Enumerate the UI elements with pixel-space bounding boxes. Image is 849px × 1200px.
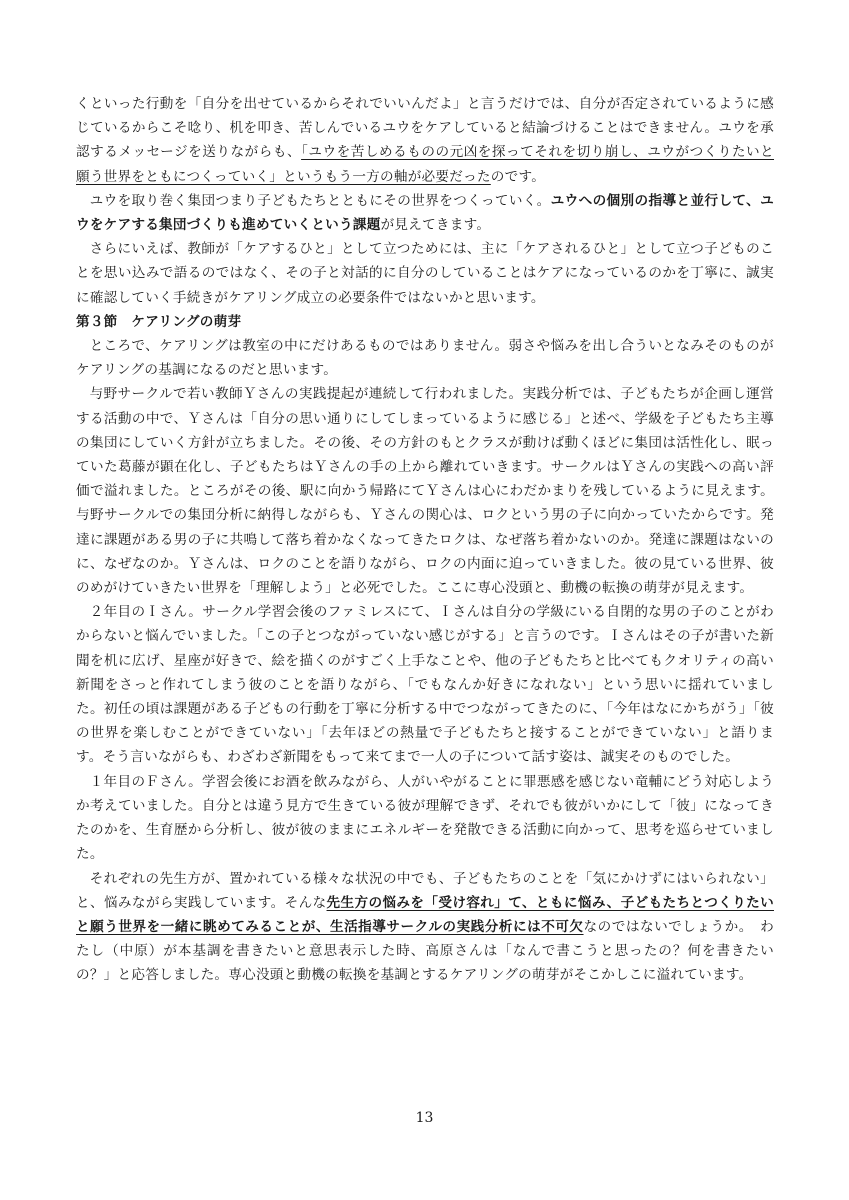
paragraph-5: 与野サークルで若い教師Ｙさんの実践提起が連続して行われました。実践分析では、子どもたちが企画し運営する活動の中で、Ｙさんは「自分の思い通りにしてしまっているように感じる」と述べ、学級を子どもたち主導の集団にしていく方針が立ちました。その後、その方針のもとクラスが動けば動くほどに集団は活性化し、眠っていた葛藤が顕在化し、子どもたちはＹさんの手の上から離れていきます。サークルはＹさんの実践への高い評価で溢れました。ところがその後、駅に向かう帰路にてＹさんは心にわだかまりを残しているように見えます。与野サークルでの集団分析に納得しながらも、Ｙさんの関心は、ロクという男の子に向かっていたからです。発達に課題がある男の子に共鳴して落ち着かなくなってきたロクは、なぜ落ち着かないのか。発達に課題はないのに、なぜなのか。Ｙさんは、ロクのことを語りながら、ロクの内面に迫っていきました。彼の見ている世界、彼のめがけていきたい世界を「理解しよう」と必死でした。ここに専心没頭と、動機の転換の萌芽が見えます。	[76, 386, 774, 597]
paragraph-8-bold-underlined: 先生方の悩みを「受け容れ」て、ともに悩み、子どもたちとつくりたいと願う世界を一緒に眺めてみることが、生活指導サークルの実践分析には不可欠	[76, 894, 774, 935]
paragraph-1-text-b: のです。	[490, 168, 546, 185]
page-number: 13	[415, 1110, 434, 1126]
paragraph-1-underlined: 「ユウを苦しめるものの元凶を探ってそれを切り崩し、ユウがつくりたいと願う世界をともにつくっていく」というもう一方の軸が必要だった	[76, 144, 775, 185]
paragraph-4: ところで、ケアリングは教室の中にだけあるものではありません。弱さや悩みを出し合ういとなみそのものがケアリングの基調になるのだと思います。	[76, 338, 774, 379]
paragraph-2-bold: ユウへの個別の指導と並行して、ユウをケアする集団づくりも進めていくという課題	[76, 192, 774, 234]
paragraph-2-text-a: ユウを取り巻く集団つまり子どもたちとともにその世界をつくっていく。	[89, 192, 551, 209]
paragraph-8-text-a: それぞれの先生方が、置かれている様々な状況の中でも、子どもたちのことを「気にかけずにはいられない」と、悩みながら実践しています。そんな	[76, 870, 774, 911]
paragraph-1-text-a: くといった行動を「自分を出せているからそれでいいんだよ」と言うだけでは、自分が否定されているように感じているからこそ唸り、机を叩き、苦しんでいるユウをケアしていると結論づけることはできません。ユウを承認するメッセージを送りながらも、	[76, 96, 774, 161]
paragraph-8-text-b: なのではないでしょうか。 わたし（中原）が本基調を書きたいと意思表示した時、高原さんは「なんで書こうと思ったの？何を書きたいの？」と応答しました。専心没頭と動機の転換を基調とするケアリングの萌芽がそこかしこに溢れています。	[76, 918, 774, 984]
paragraph-8	[76, 867, 774, 988]
paragraph-1	[76, 92, 774, 189]
paragraph-2-text-b: が見えてきます。	[380, 217, 491, 234]
body-text	[76, 92, 774, 988]
paragraph-2	[76, 189, 774, 237]
section-heading: 第３節 ケアリングの萌芽	[76, 313, 242, 330]
paragraph-3: さらにいえば、教師が「ケアするひと」として立つためには、主に「ケアされるひと」として立つ子どものことを思い込みで語るのではなく、その子と対話的に自分のしていることはケアになっているのかを丁寧に、誠実に確認していく手続きがケアリング成立の必要条件ではないかと思います。	[76, 241, 774, 306]
paragraph-7: １年目のＦさん。学習会後にお酒を飲みながら、人がいやがることに罪悪感を感じない竜輔にどう対応しようか考えていました。自分とは違う見方で生きている彼が理解できず、それでも彼がいかにして「彼」になってきたのかを、生育歴から分析し、彼が彼のままにエネルギーを発散できる活動に向かって、思考を巡らせていました。	[76, 773, 774, 863]
paragraph-6: ２年目のＩさん。サークル学習会後のファミレスにて、Ｉさんは自分の学級にいる自閉的な男の子のことがわからないと悩んでいました。「この子とつながっていない感じがする」と言うのです。Ｉさんはその子が書いた新聞を机に広げ、星座が好きで、絵を描くのがすごく上手なことや、他の子どもたちと比べてもクオリティの高い新聞をさっと作れてしまう彼のことを語りながら、「でもなんか好きになれない」という思いに揺れていました。初任の頃は課題がある子どもの行動を丁寧に分析する中でつながってきたのに、「今年はなにかちがう」「彼の世界を楽しむことができていない」「去年ほどの熱量で子どもたちと接することができていない」と語ります。そう言いながらも、わざわざ新聞をもって来てまで一人の子について話す姿は、誠実そのものでした。	[76, 604, 774, 766]
